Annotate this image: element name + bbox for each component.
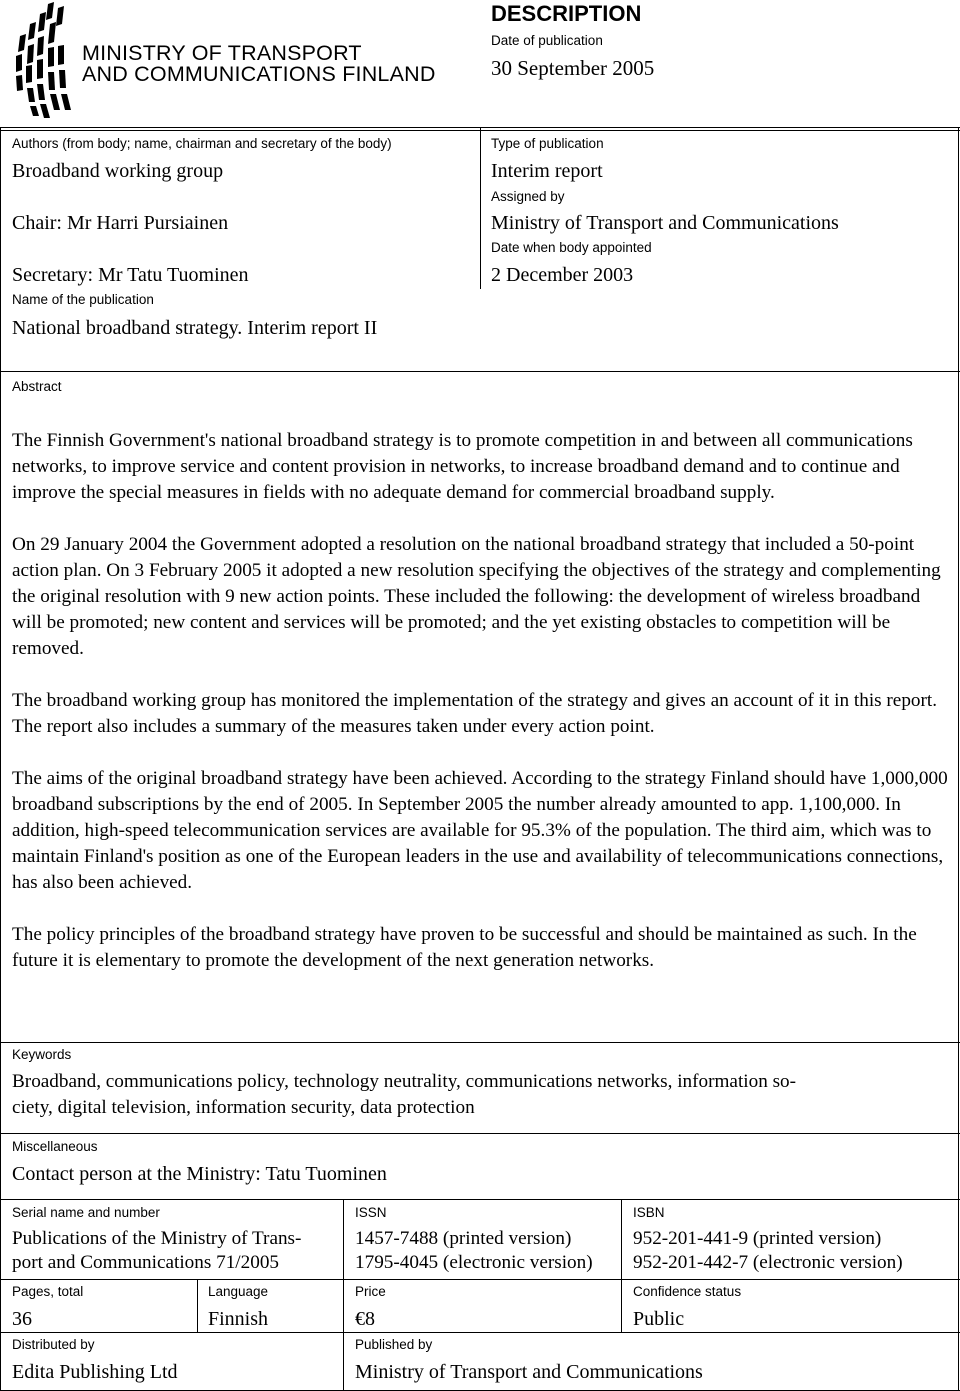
- isbn-label: ISBN: [633, 1205, 665, 1220]
- distributed-by-value: Edita Publishing Ltd: [12, 1361, 178, 1383]
- ministry-name-line2: AND COMMUNICATIONS FINLAND: [82, 62, 436, 86]
- serial-value-line-2: port and Communications 71/2005: [12, 1252, 280, 1273]
- isbn-value-line-2: 952-201-442-7 (electronic version): [633, 1252, 903, 1273]
- confidence-status-value: Public: [633, 1308, 685, 1330]
- price-value: €8: [355, 1308, 375, 1330]
- abstract-paragraph: On 29 January 2004 the Government adopted a resolution on the national broadband strategy that included a 50-point action plan. On 3 February 2005 it adopted a new resolution specifying the objectives of the strategy and complementing the original resolution with 9 new action points. These included the following: the development of wireless broadband will be promoted; new content and services will be promoted; and the yet existing obstacles to competition will be removed.: [12, 534, 941, 659]
- keywords-line-1: Broadband, communications policy, technology neutrality, communications networks, information so-: [12, 1071, 797, 1092]
- miscellaneous-label: Miscellaneous: [12, 1139, 98, 1154]
- abstract-paragraph: The Finnish Government's national broadband strategy is to promote competition in and between all communications networks, to improve service and content provision in networks, to increase broadband demand and to continue and improve the special measures in fields with no adequate demand for commercial broadband supply.: [12, 430, 913, 503]
- ministry-logo: [8, 2, 478, 120]
- document-type-title: DESCRIPTION: [491, 1, 642, 26]
- price-label: Price: [355, 1284, 386, 1299]
- date-appointed-value: 2 December 2003: [491, 264, 634, 286]
- misc-top-line: [0, 1133, 960, 1134]
- secretary-value: Secretary: Mr Tatu Tuominen: [12, 264, 249, 286]
- serial-label: Serial name and number: [12, 1205, 160, 1220]
- serial-value-line-1: Publications of the Ministry of Trans-: [12, 1228, 302, 1249]
- footer-top-line: [0, 1199, 960, 1200]
- distributed-by-label: Distributed by: [12, 1337, 95, 1352]
- abstract-paragraph: The broadband working group has monitored the implementation of the strategy and gives an account of it in this report. The report also includes a summary of the measures taken under every action point.: [12, 690, 938, 737]
- language-value: Finnish: [208, 1308, 269, 1330]
- footer-row3-line: [0, 1332, 960, 1333]
- isbn-value-line-1: 952-201-441-9 (printed version): [633, 1228, 882, 1249]
- assigned-by-value: Ministry of Transport and Communications: [491, 212, 839, 234]
- authors-value: Broadband working group: [12, 160, 224, 182]
- keywords-line-2: ciety, digital television, information security, data protection: [12, 1097, 475, 1118]
- pages-value: 36: [12, 1308, 32, 1330]
- publication-type-label: Type of publication: [491, 136, 604, 151]
- footer-row2-line: [0, 1279, 960, 1280]
- right-border: [958, 127, 959, 1391]
- abstract-body: [12, 428, 950, 974]
- date-of-publication-label: Date of publication: [491, 33, 603, 48]
- published-by-label: Published by: [355, 1337, 433, 1352]
- ministry-logo-emblem-icon: [8, 2, 74, 120]
- publication-name-label: Name of the publication: [12, 292, 154, 307]
- authors-label: Authors (from body; name, chairman and secretary of the body): [12, 136, 392, 151]
- left-border: [0, 127, 1, 1391]
- date-appointed-label: Date when body appointed: [491, 240, 652, 255]
- issn-value-line-2: 1795-4045 (electronic version): [355, 1252, 593, 1273]
- issn-value-line-1: 1457-7488 (printed version): [355, 1228, 572, 1249]
- assigned-by-label: Assigned by: [491, 189, 565, 204]
- keywords-label: Keywords: [12, 1047, 72, 1062]
- published-by-value: Ministry of Transport and Communications: [355, 1361, 703, 1383]
- ministry-name-line1: MINISTRY OF TRANSPORT: [82, 41, 362, 65]
- info-column-divider: [480, 127, 481, 289]
- miscellaneous-value: Contact person at the Ministry: Tatu Tuominen: [12, 1163, 387, 1185]
- pages-label: Pages, total: [12, 1284, 84, 1299]
- language-label: Language: [208, 1284, 269, 1299]
- footer-divider-lang: [197, 1279, 198, 1332]
- publication-name-value: National broadband strategy. Interim report II: [12, 317, 378, 339]
- abstract-paragraph: The aims of the original broadband strategy have been achieved. According to the strategy Finland should have 1,000,000 broadband subscriptions by the end of 2005. In September 2005 the number already amounted to app. 1,100,000. In addition, high-speed telecommunication services are available for 95.3% of the population. The third aim, which was to maintain Finland's position as one of the European leaders in the use and availability of telecommunications connections, has also been achieved.: [12, 768, 948, 893]
- date-of-publication-value: 30 September 2005: [491, 56, 655, 80]
- abstract-paragraph: The policy principles of the broadband strategy have proven to be successful and should be maintained as such. In the future it is elementary to promote the development of the next generation networks.: [12, 924, 917, 971]
- keywords-top-line: [0, 1042, 960, 1043]
- footer-divider-1: [343, 1199, 344, 1391]
- abstract-label: Abstract: [12, 379, 62, 394]
- footer-divider-2: [621, 1199, 622, 1332]
- issn-label: ISSN: [355, 1205, 387, 1220]
- confidence-status-label: Confidence status: [633, 1284, 742, 1299]
- publication-type-value: Interim report: [491, 160, 603, 182]
- chair-value: Chair: Mr Harri Pursiainen: [12, 212, 229, 234]
- abstract-top-line: [0, 371, 960, 372]
